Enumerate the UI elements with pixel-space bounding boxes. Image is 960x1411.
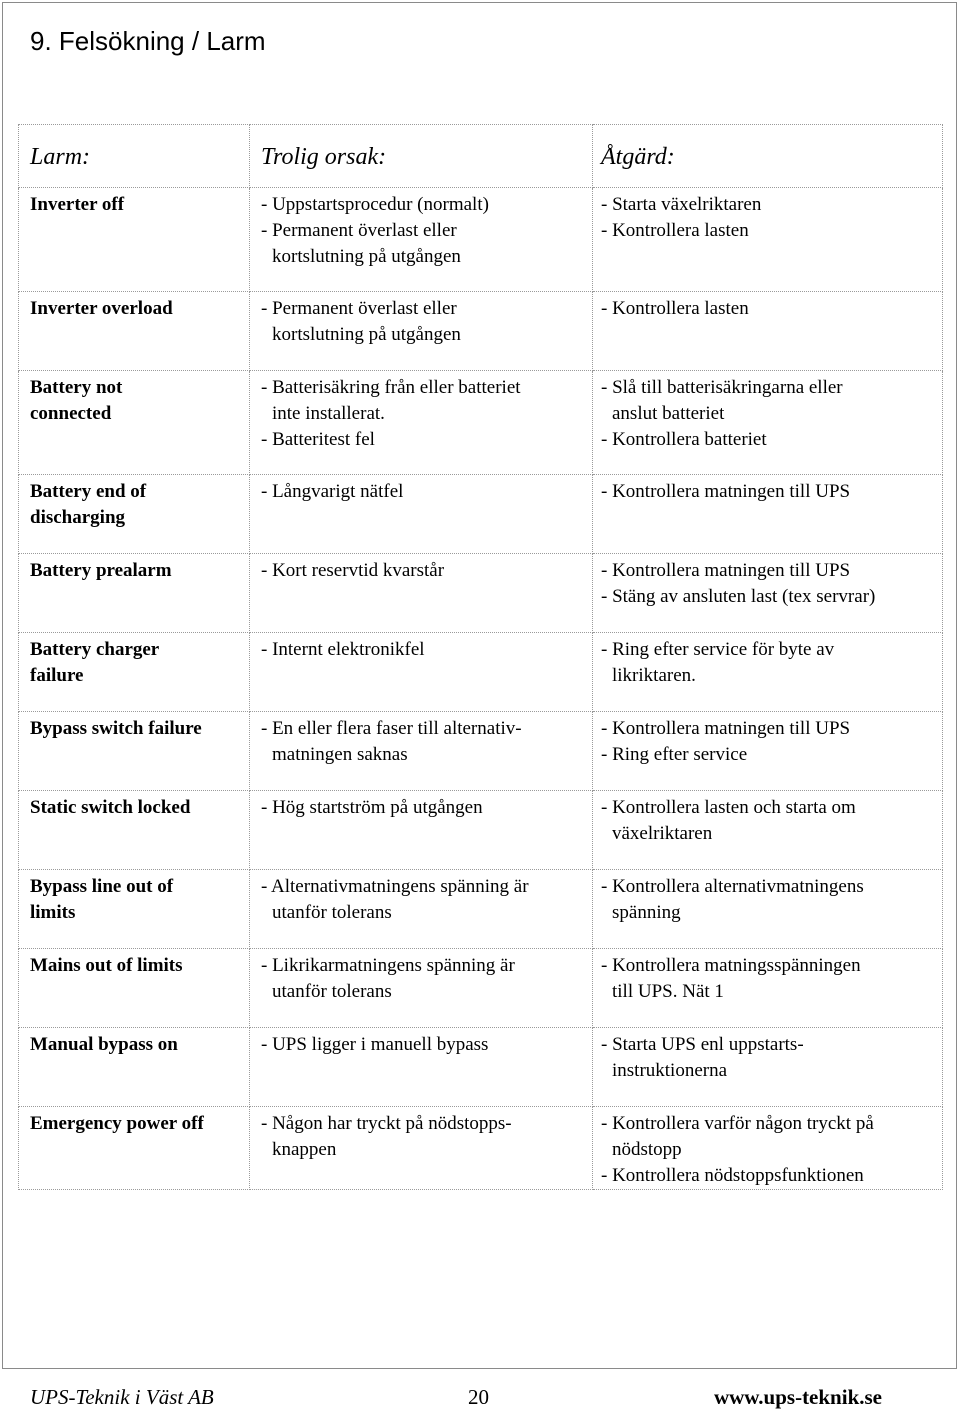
cell-alarm	[19, 712, 250, 791]
alarm-line: Bypass switch failure	[30, 718, 202, 739]
alarm-line: Bypass line out of	[30, 876, 174, 897]
cause-line: - Alternativmatningens spänning är	[261, 876, 529, 897]
footer-page-number: 20	[468, 1385, 489, 1409]
action-line: anslut batteriet	[612, 403, 725, 424]
action-line: - Starta växelriktaren	[601, 194, 762, 215]
cell-action	[593, 554, 943, 633]
cell-alarm	[19, 188, 250, 292]
cell-alarm	[19, 791, 250, 870]
alarm-line: Battery charger	[30, 639, 160, 660]
table-row	[19, 633, 943, 712]
cause-line: - Uppstartsprocedur (normalt)	[261, 194, 489, 215]
alarm-line: connected	[30, 403, 112, 424]
cause-line: - Någon har tryckt på nödstopps-	[261, 1113, 512, 1134]
page-footer	[0, 1385, 960, 1411]
table-row	[19, 188, 943, 292]
cell-action	[593, 633, 943, 712]
cell-action	[593, 292, 943, 371]
table-row	[19, 371, 943, 475]
cause-line: inte installerat.	[272, 403, 385, 424]
footer-website: www.ups-teknik.se	[713, 1385, 882, 1409]
action-line: - Kontrollera lasten	[601, 298, 749, 319]
action-line: - Kontrollera matningen till UPS	[601, 481, 851, 502]
cell-cause	[250, 870, 593, 949]
cell-cause	[250, 791, 593, 870]
table-row	[19, 1028, 943, 1107]
cell-action	[593, 949, 943, 1028]
cell-alarm	[19, 949, 250, 1028]
alarm-line: Inverter off	[30, 194, 125, 215]
action-line: nödstopp	[612, 1139, 682, 1160]
action-line: - Kontrollera alternativmatningens	[601, 876, 864, 897]
action-line: växelriktaren	[612, 823, 713, 844]
cell-cause	[250, 633, 593, 712]
cause-line: - Långvarigt nätfel	[261, 481, 404, 502]
table-row	[19, 554, 943, 633]
cell-alarm	[19, 554, 250, 633]
cell-alarm	[19, 1028, 250, 1107]
header-action: Åtgärd:	[593, 125, 943, 188]
action-line: - Kontrollera lasten	[601, 220, 749, 241]
footer-company: UPS-Teknik i Väst AB	[30, 1385, 214, 1409]
cell-action	[593, 1028, 943, 1107]
cell-cause	[250, 949, 593, 1028]
cell-alarm	[19, 870, 250, 949]
cell-cause	[250, 1107, 593, 1190]
alarm-line: Battery end of	[30, 481, 147, 502]
cause-line: - Batteritest fel	[261, 429, 375, 450]
action-line: - Kontrollera lasten och starta om	[601, 797, 856, 818]
cell-cause	[250, 371, 593, 475]
cell-cause	[250, 292, 593, 371]
cell-cause	[250, 475, 593, 554]
cell-alarm	[19, 633, 250, 712]
cell-action	[593, 712, 943, 791]
cell-action	[593, 371, 943, 475]
action-line: - Starta UPS enl uppstarts-	[601, 1034, 804, 1055]
alarm-line: Battery prealarm	[30, 560, 172, 581]
cause-line: - En eller flera faser till alternativ-	[261, 718, 522, 739]
cause-line: utanför tolerans	[272, 981, 392, 1002]
table-row	[19, 292, 943, 371]
cell-action	[593, 188, 943, 292]
cell-cause	[250, 554, 593, 633]
table-row	[19, 949, 943, 1028]
cell-cause	[250, 188, 593, 292]
action-line: - Kontrollera matningen till UPS	[601, 560, 851, 581]
action-line: - Kontrollera matningen till UPS	[601, 718, 851, 739]
cell-action	[593, 1107, 943, 1190]
action-line: - Stäng av ansluten last (tex servrar)	[601, 586, 876, 607]
action-line: - Ring efter service för byte av	[601, 639, 835, 660]
cause-line: - Permanent överlast eller	[261, 298, 457, 319]
action-line: spänning	[612, 902, 681, 923]
alarm-line: Battery not	[30, 377, 123, 398]
cell-cause	[250, 712, 593, 791]
table-body	[19, 188, 943, 1190]
action-line: - Kontrollera matningsspänningen	[601, 955, 861, 976]
table-header-row	[19, 125, 943, 188]
troubleshooting-table	[18, 124, 943, 1190]
cell-action	[593, 475, 943, 554]
cause-line: - Permanent överlast eller	[261, 220, 457, 241]
action-line: till UPS. Nät 1	[612, 981, 724, 1002]
cause-line: matningen saknas	[272, 744, 408, 765]
table-row	[19, 475, 943, 554]
cell-action	[593, 791, 943, 870]
table-row	[19, 1107, 943, 1190]
cell-cause	[250, 1028, 593, 1107]
action-line: instruktionerna	[612, 1060, 728, 1081]
alarm-line: discharging	[30, 507, 126, 528]
cause-line: knappen	[272, 1139, 337, 1160]
header-cause: Trolig orsak:	[250, 125, 593, 188]
alarm-line: limits	[30, 902, 76, 923]
cause-line: kortslutning på utgången	[272, 324, 461, 345]
action-line: - Ring efter service	[601, 744, 748, 765]
cause-line: - Internt elektronikfel	[261, 639, 425, 660]
action-line: - Kontrollera nödstoppsfunktionen	[601, 1165, 864, 1186]
cell-action	[593, 870, 943, 949]
alarm-line: Inverter overload	[30, 298, 173, 319]
cell-alarm	[19, 371, 250, 475]
action-line: - Kontrollera varför någon tryckt på	[601, 1113, 874, 1134]
alarm-line: Emergency power off	[30, 1113, 204, 1134]
action-line: - Kontrollera batteriet	[601, 429, 767, 450]
cause-line: - Kort reservtid kvarstår	[261, 560, 445, 581]
table-row	[19, 870, 943, 949]
cell-alarm	[19, 475, 250, 554]
action-line: - Slå till batterisäkringarna eller	[601, 377, 843, 398]
alarm-line: Manual bypass on	[30, 1034, 178, 1055]
section-heading: 9. Felsökning / Larm	[30, 26, 266, 56]
cell-alarm	[19, 292, 250, 371]
alarm-line: failure	[30, 665, 84, 686]
cause-line: - Hög startström på utgången	[261, 797, 483, 818]
header-alarm: Larm:	[19, 125, 250, 188]
cause-line: - Batterisäkring från eller batteriet	[261, 377, 521, 398]
table-row	[19, 791, 943, 870]
cell-alarm	[19, 1107, 250, 1190]
cause-line: - Likrikarmatningens spänning är	[261, 955, 515, 976]
alarm-line: Static switch locked	[30, 797, 191, 818]
cause-line: kortslutning på utgången	[272, 246, 461, 267]
cause-line: utanför tolerans	[272, 902, 392, 923]
table-row	[19, 712, 943, 791]
action-line: likriktaren.	[612, 665, 696, 686]
cause-line: - UPS ligger i manuell bypass	[261, 1034, 489, 1055]
alarm-line: Mains out of limits	[30, 955, 183, 976]
